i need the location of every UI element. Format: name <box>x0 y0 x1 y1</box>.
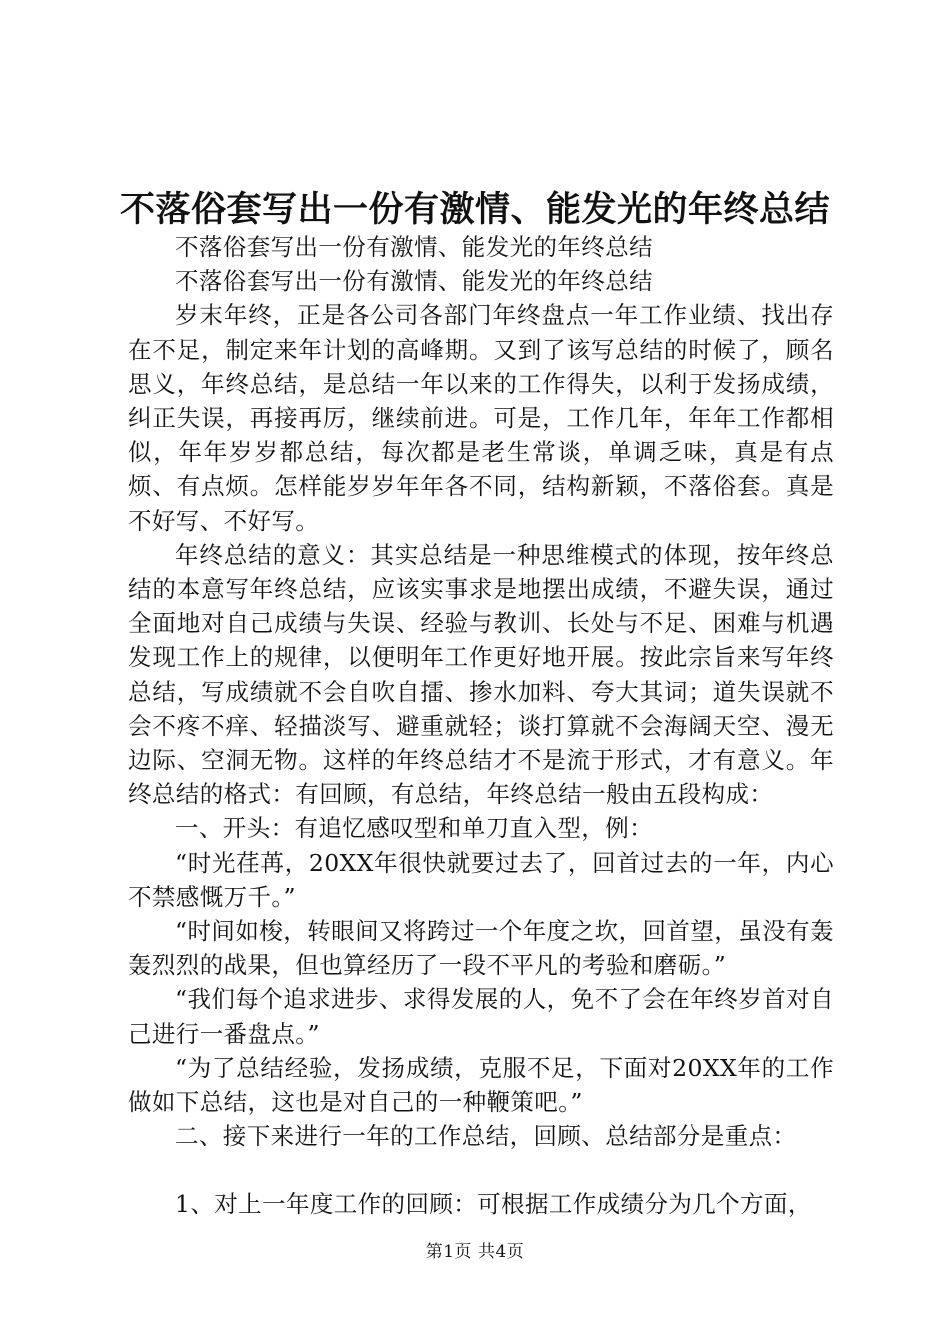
paragraph: 二、接下来进行一年的工作总结，回顾、总结部分是重点： <box>175 1122 797 1151</box>
paragraph: 不落俗套写出一份有激情、能发光的年终总结 <box>175 267 653 296</box>
paragraph: 不落俗套写出一份有激情、能发光的年终总结 <box>175 233 653 261</box>
document-title: 不落俗套写出一份有激情、能发光的年终总结 <box>119 189 830 230</box>
paragraph: “时间如梭，转眼间又将跨过一个年度之坎，回首望，虽没有轰轰烈烈的战果，但也算经历了一段不平凡的考验和磨砺。” <box>128 917 834 980</box>
paragraph: 年终总结的意义：其实总结是一种思维模式的体现，按年终总结的本意写年终总结，应该实事求是地摆出成绩，不避失误，通过全面地对自己成绩与失误、经验与教训、长处与不足、困难与机遇发现工作上的规律，以便明年工作更好地开展。按此宗旨来写年终总结，写成绩就不会自吹自擂、掺水加料、夸大其词；道失误就不会不疼不痒、轻描淡写、避重就轻；谈打算就不会海阔天空、漫无边际、空洞无物。这样的年终总结才不是流于形式，才有意义。年终总结的格式：有回顾，有总结，年终总结一般由五段构成： <box>128 540 834 809</box>
paragraph: “我们每个追求进步、求得发展的人，免不了会在年终岁首对自己进行一番盘点。” <box>128 985 834 1048</box>
document-body <box>128 230 834 1222</box>
paragraph: 一、开头：有追忆感叹型和单刀直入型，例： <box>175 814 653 843</box>
paragraph: “时光荏苒，20XX年很快就要过去了，回首过去的一年，内心不禁感慨万千。” <box>128 848 834 911</box>
paragraph: “为了总结经验，发扬成绩，克服不足，下面对20XX年的工作做如下总结，这也是对自己的一种鞭策吧。” <box>128 1053 834 1117</box>
page-number-footer: 第1页 共4页 <box>425 1242 525 1262</box>
paragraph: 岁末年终，正是各公司各部门年终盘点一年工作业绩、找出存在不足，制定来年计划的高峰期。又到了该写总结的时候了，顾名思义，年终总结，是总结一年以来的工作得失，以利于发扬成绩，纠正失误，再接再厉，继续前进。可是，工作几年，年年工作都相似，年年岁岁都总结，每次都是老生常谈，单调乏味，真是有点烦、有点烦。怎样能岁岁年年各不同，结构新颖，不落俗套。真是不好写、不好写。 <box>128 301 834 535</box>
paragraph: 1、对上一年度工作的回顾：可根据工作成绩分为几个方面， <box>175 1190 812 1219</box>
